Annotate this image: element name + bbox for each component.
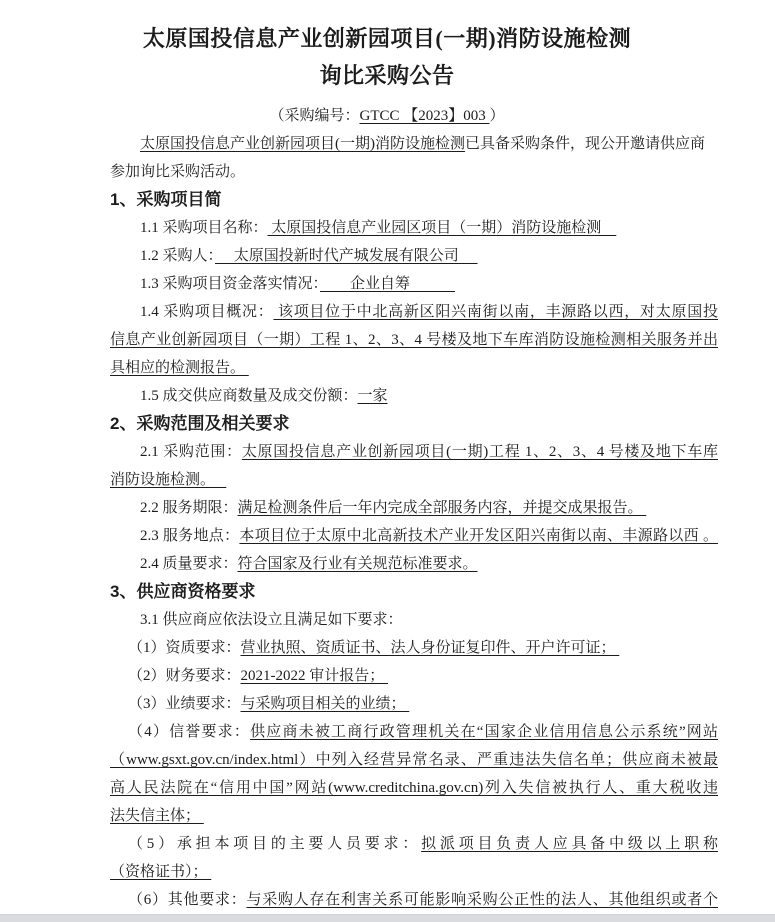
underlined-text: 营业执照、资质证书、法人身份证复印件、开户许可证；	[240, 640, 620, 656]
section-2-heading	[110, 410, 718, 438]
qualification-req-5-line-1	[110, 830, 718, 858]
underlined-text: 本项目位于太原中北高新技术产业开发区阳兴南街以南、丰源路以西 。	[239, 528, 718, 544]
underlined-text: GTCC 【2023】003	[359, 108, 490, 124]
qualification-req-4-line-2	[110, 746, 718, 774]
text-segment: （5）承担本项目的主要人员要求：	[128, 836, 422, 852]
text-segment: 太原国投信息产业创新园项目(一期)消防设施检测	[142, 26, 632, 51]
underlined-text: 信息产业创新园项目（一期）工程 1、2、3、4 号楼及地下车库消防设施检测相关服务并出	[110, 332, 718, 348]
underlined-text: 企业自筹	[320, 276, 456, 292]
qualification-req-4-line-3	[110, 774, 718, 802]
qualification-req-3	[110, 690, 718, 718]
procurement-number-line	[83, 102, 691, 130]
underlined-text: 拟派项目负责人应具备中级以上职称	[421, 836, 718, 852]
underlined-text: 满足检测条件后一年内完成全部服务内容，并提交成果报告。	[237, 500, 647, 516]
item-2-1-line-1	[110, 438, 718, 466]
text-segment: 询比采购公告	[319, 63, 455, 88]
text-segment: ）	[489, 108, 505, 124]
text-segment: 已具备采购条件，现公开邀请供应商	[465, 136, 706, 152]
underlined-text: 供应商未被工商行政管理机关在“国家企业信用信息公示系统”网站	[250, 724, 718, 740]
text-segment: 参加询比采购活动。	[110, 164, 246, 180]
qualification-req-6	[110, 886, 718, 914]
underlined-text: （www.gsxt.gov.cn/index.html）中列入经营异常名录、严重违法失信名单；供应商未被最	[110, 752, 718, 768]
text-segment: 3.1 供应商应依法设立且满足如下要求：	[140, 612, 403, 628]
section-3-heading	[110, 578, 718, 606]
item-1-3	[110, 270, 718, 298]
text-segment: 2.4 质量要求：	[140, 556, 238, 572]
text-segment: 2.3 服务地点：	[140, 528, 240, 544]
underlined-text: 太原国投信息产业创新园项目(一期)工程 1、2、3、4 号楼及地下车库	[241, 444, 718, 460]
item-2-3	[110, 522, 718, 550]
item-1-5	[110, 382, 718, 410]
text-segment: （1）资质要求：	[128, 640, 241, 656]
text-segment: 2.1 采购范围：	[140, 444, 242, 460]
qualification-req-4-line-1	[110, 718, 718, 746]
text-segment: 1.3 采购项目资金落实情况：	[140, 276, 321, 292]
underlined-text: 太原国投信息产业园区项目（一期）消防设施检测	[267, 220, 617, 236]
text-segment: 2.2 服务期限：	[140, 500, 238, 516]
underlined-text: （资格证书）；	[110, 864, 212, 880]
doc-title-line-1	[83, 20, 691, 57]
underlined-text: 符合国家及行业有关规范标准要求。	[237, 556, 478, 572]
text-segment: 1、采购项目简	[110, 190, 222, 209]
underlined-text: 一家	[357, 388, 388, 404]
underlined-text: 具相应的检测报告。	[110, 360, 249, 376]
item-2-2	[110, 494, 718, 522]
item-2-1-line-2	[110, 466, 718, 494]
text-segment: （4）信誉要求：	[128, 724, 251, 740]
text-segment: （2）财务要求：	[128, 668, 241, 684]
item-1-4-line-2	[110, 326, 718, 354]
item-1-4-line-1	[110, 298, 718, 326]
document-content	[110, 20, 718, 914]
qualification-req-4-line-4	[110, 802, 718, 830]
underlined-text: 太原国投新时代产城发展有限公司	[215, 248, 478, 264]
qualification-req-2	[110, 662, 718, 690]
text-segment: 1.4 采购项目概况：	[140, 304, 274, 320]
qualification-req-1	[110, 634, 718, 662]
item-1-1	[110, 214, 718, 242]
intro-paragraph-line-2	[110, 158, 718, 186]
text-segment: 2、采购范围及相关要求	[110, 414, 290, 433]
underlined-text: 与采购人存在利害关系可能影响采购公正性的法人、其他组织或者个	[246, 892, 718, 908]
text-segment: 1.5 成交供应商数量及成交份额：	[140, 388, 358, 404]
text-segment: 1.1 采购项目名称：	[140, 220, 268, 236]
underlined-text: 2021-2022 审计报告；	[240, 668, 389, 684]
text-segment: （3）业绩要求：	[128, 696, 241, 712]
item-2-4	[110, 550, 718, 578]
item-3-1	[110, 606, 718, 634]
underlined-text: 该项目位于中北高新区阳兴南街以南，丰源路以西，对太原国投	[273, 304, 718, 320]
doc-title-line-2	[83, 57, 691, 94]
underlined-text: 消防设施检测。	[110, 472, 227, 488]
underlined-text: 高人民法院在“信用中国”网站(www.creditchina.gov.cn)列入失信被执行人、重大税收违	[110, 780, 718, 796]
text-segment: （6）其他要求：	[128, 892, 247, 908]
qualification-req-5-line-2	[110, 858, 718, 886]
underlined-text: 太原国投信息产业创新园项目(一期)消防设施检测	[140, 136, 465, 152]
text-segment: 3、供应商资格要求	[110, 582, 256, 601]
intro-paragraph-line-1	[110, 130, 718, 158]
text-segment: （采购编号：	[269, 108, 360, 124]
underlined-text: 法失信主体；	[110, 808, 204, 824]
item-1-2	[110, 242, 718, 270]
page-edge-strip	[0, 914, 775, 922]
item-1-4-line-3	[110, 354, 718, 382]
underlined-text: 与采购项目相关的业绩；	[240, 696, 410, 712]
text-segment: 1.2 采购人：	[140, 248, 216, 264]
section-1-heading	[110, 186, 718, 214]
